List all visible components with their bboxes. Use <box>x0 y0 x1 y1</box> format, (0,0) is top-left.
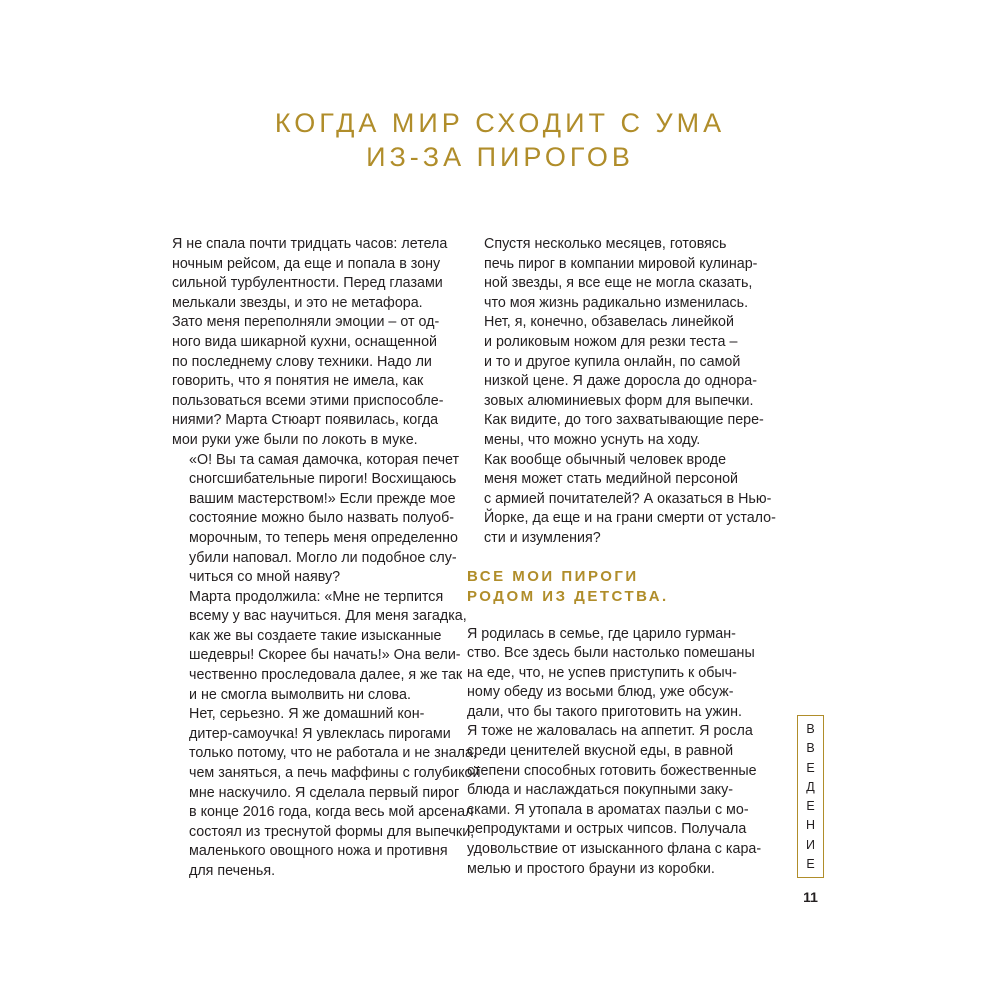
page-number: 11 <box>803 889 818 905</box>
text-line: Йорке, да еще и на грани смерти от устало- <box>484 510 776 527</box>
section-tab-letter: Д <box>806 779 815 794</box>
text-line: печь пирог в компании мировой кулинар- <box>484 255 758 272</box>
text-line: мои руки уже были по локоть в муке. <box>172 431 418 448</box>
section-subheading <box>467 567 763 607</box>
text-line: ного вида шикарной кухни, оснащенной <box>172 333 438 350</box>
text-line: на еде, что, не успев приступить к обыч- <box>467 664 737 681</box>
text-line: мелькали звезды, и это не метафора. <box>172 294 423 311</box>
text-line: состоял из треснутой формы для выпечки, <box>189 823 475 840</box>
text-line: Марта продолжила: «Мне не терпится <box>189 588 444 605</box>
text-line: Как вообще обычный человек вроде <box>484 451 727 468</box>
text-line: Нет, серьезно. Я же домашний кон- <box>189 706 425 723</box>
section-tab-letter: В <box>806 722 815 737</box>
text-line: с армией почитателей? А оказаться в Нью- <box>484 490 772 507</box>
subheading-line-1: ВСЕ МОИ ПИРОГИ <box>467 567 639 585</box>
text-line: состояние можно было назвать полуоб- <box>189 510 455 527</box>
text-line: «О! Вы та самая дамочка, которая печет <box>189 451 460 468</box>
right-text-column <box>467 235 776 879</box>
section-tab-letter: И <box>806 837 815 852</box>
paragraph <box>467 235 763 451</box>
section-tab-letter: Н <box>805 818 816 833</box>
page-title <box>0 106 1000 174</box>
paragraph <box>467 625 763 880</box>
text-line: убили наповал. Могло ли подобное слу- <box>189 549 457 566</box>
paragraph <box>467 451 776 549</box>
text-line: Зато меня переполняли эмоции – от од- <box>172 314 440 331</box>
subheading-line-2: РОДОМ ИЗ ДЕТСТВА. <box>467 587 669 605</box>
text-line: и роликовым ножом для резки теста – <box>484 333 738 350</box>
text-line: сти и изумления? <box>484 529 601 546</box>
text-line: низкой цене. Я даже доросла до однора- <box>484 373 757 390</box>
text-line: удовольствие от изысканного флана с кара- <box>467 841 762 858</box>
text-line: дитер-самоучка! Я увлеклась пирогами <box>189 725 451 742</box>
text-line: шедевры! Скорее бы начать!» Она вели- <box>189 647 461 664</box>
text-line: говорить, что я понятия не имела, как <box>172 373 424 390</box>
text-line: Нет, я, конечно, обзавелась линейкой <box>484 314 734 331</box>
section-tab-letter: Е <box>806 760 815 775</box>
text-line: пользоваться всеми этими приспособле- <box>172 392 444 409</box>
text-line: сками. Я утопала в ароматах паэльи с мо- <box>467 801 749 818</box>
section-tab-letter: Е <box>806 856 815 871</box>
paragraph <box>172 588 468 706</box>
text-line: вашим мастерством!» Если прежде мое <box>189 490 456 507</box>
section-tab-letter: Е <box>806 799 815 814</box>
text-line: среди ценителей вкусной еды, в равной <box>467 743 734 760</box>
text-line: ной звезды, я все еще не могла сказать, <box>484 275 753 292</box>
text-line: читься со мной наяву? <box>189 569 341 586</box>
text-line: ниями? Марта Стюарт появилась, когда <box>172 412 439 429</box>
right-column-intro-paragraphs <box>467 235 776 549</box>
left-text-column <box>172 235 481 882</box>
text-line: репродуктами и острых чипсов. Получала <box>467 821 747 838</box>
text-line: чем заняться, а печь маффины с голубикой <box>189 765 481 782</box>
text-line: маленького овощного ножа и противня <box>189 843 448 860</box>
text-line: по последнему слову техники. Надо ли <box>172 353 432 370</box>
text-line: ство. Все здесь были настолько помешаны <box>467 645 755 662</box>
paragraph <box>172 451 468 588</box>
text-line: мне наскучило. Я сделала первый пирог <box>189 784 460 801</box>
text-line: Я не спала почти тридцать часов: летела <box>172 236 448 252</box>
text-line: блюда и наслаждаться покупными заку- <box>467 782 734 799</box>
text-line: морочным, то теперь меня определенно <box>189 529 459 546</box>
page-title-line-1: КОГДА МИР СХОДИТ С УМА <box>274 108 726 139</box>
paragraph <box>172 235 468 451</box>
page-title-line-2: ИЗ-ЗА ПИРОГОВ <box>366 142 634 173</box>
paragraph <box>172 705 481 881</box>
section-tab-introduction <box>797 715 824 878</box>
text-line: чественно проследовала далее, я же так <box>189 667 463 684</box>
text-line: что моя жизнь радикально изменилась. <box>484 294 749 311</box>
text-line: и не смогла вымолвить ни слова. <box>189 686 411 703</box>
text-line: Я родилась в семье, где царило гурман- <box>467 625 736 642</box>
text-line: мелью и простого брауни из коробки. <box>467 860 715 877</box>
text-line: дали, что бы такого приготовить на ужин. <box>467 703 742 720</box>
text-line: как же вы создаете такие изысканные <box>189 627 442 644</box>
text-line: сногсшибательные пироги! Восхищаюсь <box>189 471 457 488</box>
text-line: и то и другое купила онлайн, по самой <box>484 353 741 370</box>
text-line: степени способных готовить божественные <box>467 762 757 779</box>
text-line: сильной турбулентности. Перед глазами <box>172 275 443 292</box>
text-line: Как видите, до того захватывающие пере- <box>484 412 764 429</box>
text-line: ному обеду из восьми блюд, уже обсуж- <box>467 684 734 701</box>
text-line: только потому, что не работала и не знала, <box>189 745 477 762</box>
text-line: в конце 2016 года, когда весь мой арсенал <box>189 804 474 821</box>
text-line: зовых алюминиевых форм для выпечки. <box>484 392 754 409</box>
text-line: Спустя несколько месяцев, готовясь <box>484 236 727 252</box>
right-column-body-paragraphs <box>467 625 763 880</box>
text-line: меня может стать медийной персоной <box>484 471 739 488</box>
text-line: всему у вас научиться. Для меня загадка, <box>189 608 467 625</box>
text-line: мены, что можно уснуть на ходу. <box>484 431 701 448</box>
section-tab-letter: В <box>806 741 815 756</box>
text-line: Я тоже не жаловалась на аппетит. Я росла <box>467 723 753 740</box>
text-line: ночным рейсом, да еще и попала в зону <box>172 255 441 272</box>
text-line: для печенья. <box>189 863 276 879</box>
